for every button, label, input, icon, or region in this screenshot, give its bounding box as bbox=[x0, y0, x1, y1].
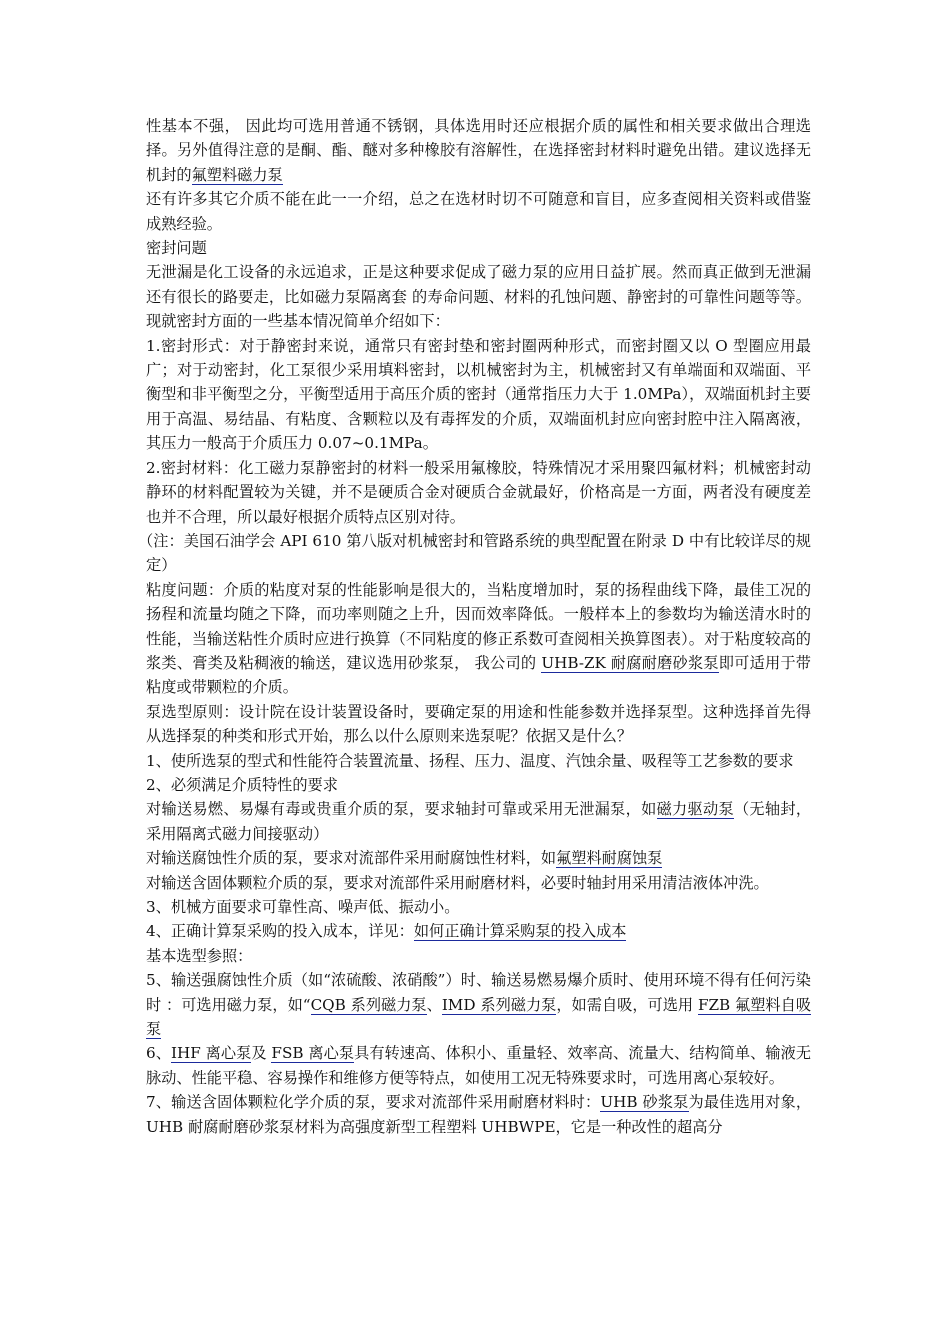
paragraph-text: 基本选型参照： bbox=[146, 946, 253, 965]
product-link[interactable]: FSB 离心泵 bbox=[271, 1044, 355, 1063]
paragraph bbox=[146, 846, 811, 870]
paragraph-text: 即可适用于带粘度或带颗粒的介质。 bbox=[146, 653, 811, 697]
paragraph-text: 还有许多其它介质不能在此一一介绍，总之在选材时切不可随意和盲目，应多查阅相关资料或借鉴成熟经验。 bbox=[146, 190, 811, 233]
paragraph-text: （无轴封，采用隔离式磁力间接驱动） bbox=[146, 800, 812, 843]
paragraph bbox=[146, 895, 811, 919]
paragraph-text: 4、正确计算泵采购的投入成本，详见： bbox=[146, 922, 414, 941]
paragraph bbox=[146, 700, 811, 749]
product-link[interactable]: 氟塑料耐腐蚀泵 bbox=[556, 849, 663, 868]
product-link[interactable]: UHB-ZK 耐腐耐磨砂浆泵 bbox=[541, 653, 719, 672]
paragraph bbox=[146, 114, 811, 187]
product-link[interactable]: 如何正确计算采购泵的投入成本 bbox=[413, 922, 627, 941]
paragraph bbox=[146, 1041, 811, 1090]
paragraph bbox=[138, 529, 811, 578]
paragraph-text: 性基本不强， 因此均可选用普通不锈钢，具体选用时还应根据介质的属性和相关要求做出合理选择。另外值得注意的是酮、酯、醚对多种橡胶有溶解性，在选择密封材料时避免出错。建议选择无机封的 bbox=[146, 117, 811, 184]
paragraph-text: 具有转速高、体积小、重量轻、效率高、流量大、结构简单、输液无脉动、性能平稳、容易操作和维修方便等特点，如使用工况无特殊要求时，可选用离心泵较好。 bbox=[146, 1044, 812, 1087]
paragraph-text: 、 bbox=[426, 995, 442, 1014]
paragraph-text: 6、 bbox=[146, 1044, 171, 1063]
paragraph-text: 2.密封材料：化工磁力泵静密封的材料一般采用氟橡胶，特殊情况才采用聚四氟材料；机械密封动静环的材料配置较为关键，并不是硬质合金对硬质合金就最好，价格高是一方面，两者没有硬度差也并不合理，所以最好根据介质特点区别对待。 bbox=[146, 458, 811, 526]
paragraph-text: 1.密封形式：对于静密封来说，通常只有密封垫和密封圈两种形式，而密封圈又以 O 型圈应用最广；对于动密封，化工泵很少采用填料密封，以机械密封为主，机械密封又有单端面和双端面、平衡型和非平衡型之分，平衡型适用于高压介质的密封（通常指压力大于 1.0MPa），双端面机封主要用于高温、易结晶、有粘度、含颗粒以及有毒挥发的介质，双端面机封应向密封腔中注入隔离液，其压力一般高于介质压力 0.07~0.1MPa。 bbox=[146, 336, 811, 453]
paragraph-text: （注：美国石油学会 API 610 第八版对机械密封和管路系统的典型配置在附录 D 中有比较详尽的规定） bbox=[138, 531, 811, 575]
paragraph bbox=[146, 773, 811, 797]
paragraph-text: 对输送含固体颗粒介质的泵，要求对流部件采用耐磨材料，必要时轴封用采用清洁液体冲洗。 bbox=[146, 873, 769, 892]
paragraph bbox=[146, 578, 811, 700]
paragraph bbox=[146, 260, 811, 333]
paragraph bbox=[146, 236, 811, 260]
product-link[interactable]: 磁力驱动泵 bbox=[656, 800, 734, 819]
paragraph-text: 粘度问题：介质的粘度对泵的性能影响是很大的，当粘度增加时，泵的扬程曲线下降，最佳工况的扬程和流量均随之下降，而功率则随之上升，因而效率降低。一般样本上的参数均为输送清水时的性能，当输送粘性介质时应进行换算（不同粘度的修正系数可查阅相关换算图表）。对于粘度较高的浆类、膏类及粘稠液的输送，建议选用砂浆泵， 我公司的 bbox=[146, 580, 811, 672]
paragraph bbox=[146, 187, 811, 236]
product-link[interactable]: CQB 系列磁力泵 bbox=[310, 995, 427, 1014]
paragraph-text: 3、机械方面要求可靠性高、噪声低、振动小。 bbox=[146, 898, 460, 916]
paragraph-text: 泵选型原则：设计院在设计装置设备时，要确定泵的用途和性能参数并选择泵型。这种选择首先得从选择泵的种类和形式开始，那么以什么原则来选泵呢？依据又是什么？ bbox=[146, 702, 811, 746]
paragraph bbox=[146, 456, 811, 529]
paragraph-text: 5、输送强腐蚀性介质（如“浓硫酸、浓硝酸”）时、输送易燃易爆介质时、使用环境不得有任何污染时 ：可选用磁力泵，如“ bbox=[146, 971, 811, 1014]
product-link[interactable]: 氟塑料磁力泵 bbox=[191, 165, 283, 184]
product-link[interactable]: FZB 氟塑料自吸泵 bbox=[146, 995, 812, 1039]
paragraph-text: 密封问题 bbox=[146, 239, 207, 258]
paragraph bbox=[146, 334, 811, 456]
document-page bbox=[138, 114, 812, 1139]
paragraph-text: 对输送腐蚀性介质的泵，要求对流部件采用耐腐蚀性材料，如 bbox=[146, 849, 557, 868]
paragraph-text: 1、使所选泵的型式和性能符合装置流量、扬程、压力、温度、汽蚀余量、吸程等工艺参数的要求 bbox=[146, 751, 794, 770]
product-link[interactable]: UHB 砂浆泵 bbox=[600, 1093, 689, 1112]
paragraph bbox=[146, 749, 811, 773]
paragraph-text: 7、输送含固体颗粒化学介质的泵，要求对流部件采用耐磨材料时： bbox=[146, 1093, 601, 1112]
paragraph bbox=[146, 919, 811, 943]
paragraph-text: 对输送易燃、易爆有毒或贵重介质的泵，要求轴封可靠或采用无泄漏泵，如 bbox=[146, 800, 657, 819]
paragraph bbox=[146, 797, 811, 846]
paragraph bbox=[146, 944, 811, 968]
paragraph-text: ，如需自吸，可选用 bbox=[556, 995, 698, 1014]
paragraph bbox=[146, 968, 811, 1041]
paragraph-text: 为最佳选用对象，UHB 耐腐耐磨砂浆泵材料为高强度新型工程塑料 UHBWPE，它是一种改性的超高分 bbox=[146, 1093, 812, 1136]
paragraph-text: 及 bbox=[251, 1044, 272, 1063]
paragraph bbox=[146, 1090, 811, 1139]
paragraph-text: 无泄漏是化工设备的永远追求，正是这种要求促成了磁力泵的应用日益扩展。然而真正做到无泄漏还有很长的路要走，比如磁力泵隔离套 的寿命问题、材料的孔蚀问题、静密封的可靠性问题等等。现就密封方面的一些基本情况简单介绍如下： bbox=[146, 263, 811, 331]
paragraph-text: 2、必须满足介质特性的要求 bbox=[146, 775, 338, 794]
paragraph bbox=[146, 871, 811, 895]
product-link[interactable]: IMD 系列磁力泵 bbox=[441, 995, 557, 1014]
product-link[interactable]: IHF 离心泵 bbox=[170, 1044, 252, 1063]
